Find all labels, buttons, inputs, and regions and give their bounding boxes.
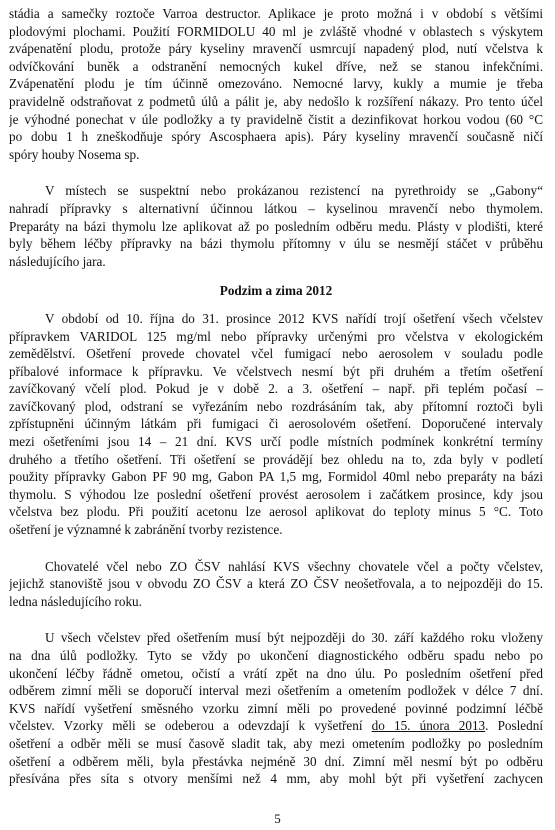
text-line: zavíčkovaný plod, odstraní se vyřezáním nebo rozdrásáním tak, aby přítomní roztoči byli	[9, 398, 543, 414]
text-line: Preparáty na bázi thymolu lze aplikovat až po posledním odběru medu. Plásty v plodišti, které	[9, 218, 543, 234]
text-line: ošetření a odběr měli se musí časově sladit tak, aby mezi ometením podložky po posledním	[9, 735, 543, 751]
text-line: ošetření je významné k zabránění tvorby rezistence.	[9, 522, 283, 538]
paragraph-resistance	[9, 182, 543, 270]
text-line: stádia a samečky roztoče Varroa destructor. Aplikace je proto možná i v období s většími	[9, 6, 543, 21]
text-line: Zvápenatění plodu je tím účinně omezováno. Nemocné larvy, kukly a mumie je třeba	[9, 76, 543, 92]
text-line: jejichž stanoviště jsou v obvodu ZO ČSV a která ZO ČSV neošetřovala, a to nejpozději do 15.	[9, 576, 543, 592]
text-line	[9, 717, 543, 735]
text-line: mezi ošetřeními jsou 14 – 21 dní. KVS určí podle místních podmínek konkrétní termíny	[9, 434, 543, 450]
text-line: odvíčkování buněk a odstranění nemocných kukel dříve, než se stanou infekčními.	[9, 58, 543, 74]
deadline-date: do 15. února 2013	[371, 718, 486, 734]
text-line: po dobu 1 h zneškodňuje spóry Ascosphaera apis). Páry kyseliny mravenčí současně ničí	[9, 129, 543, 145]
text-line: zvápenatění plodu, protože páry kyseliny mravenčí usmrcují napadený plod, nutí včelstva k	[9, 41, 543, 57]
section-heading: Podzim a zima 2012	[219, 283, 333, 299]
text-line: V místech se suspektní nebo prokázanou rezistencí na pyrethroidy se „Gabony“	[45, 183, 543, 199]
text-line: pravidelně odstraňovat z podmetů úlů a pálit je, aby nedošlo k rozšíření nákazy. Pro tento účel	[9, 93, 543, 109]
text-line: plodovými plochami. Použití FORMIDOLU 40 ml je zvláště vhodné v oblastech s výskytem	[9, 23, 543, 39]
text-line: odběrem zimní měli se doporučí interval mezi ošetřením a ometením podložek v délce 7 dní.	[9, 683, 543, 699]
text-line: KVS nařídí vyšetření směsného vzorku zimní měli po provedené povinné podzimní léčbě	[9, 700, 543, 716]
text-line: ledna následujícího roku.	[9, 593, 142, 609]
paragraph-reporting	[9, 558, 543, 611]
text-line: příbalové informace k přípravku. Ve včelstvech nesmí být při druhém a třetím ošetření	[9, 363, 543, 379]
text-line: nahradí přípravky s alternativní účinnou látkou – kyselinou mravenčí nebo thymolem.	[9, 200, 543, 216]
text-line: na dna úlů podložky. Tyto se vždy po ukončení diagnostického odběru spadu nebo po	[9, 648, 543, 663]
text-line: následujícího jara.	[9, 253, 106, 269]
text-line: je výhodné ponechat v úle podložky a ty pravidelně čistit a dezinfikovat horkou vodou (60 °C	[9, 111, 543, 127]
text-line: zpřístupněni účinným látkám při fumigaci či aerosolovém ošetření. Doporučené intervaly	[9, 416, 543, 432]
text-line: spóry houby Nosema sp.	[9, 146, 140, 162]
page-content	[9, 5, 543, 788]
text-segment: včelstev. Vzorky měli se odeberou a odevzdají k vyšetření	[9, 718, 372, 734]
text-line: přesívána přes síta s otvory menšími než 4 mm, aby mohl být při vyšetření zachycen	[9, 771, 543, 787]
page-number: 5	[274, 811, 281, 826]
text-line: zavíčkovaný včelí plod. Pokud je v době 2. a 3. ošetření – např. při teplém počasí –	[9, 381, 543, 397]
text-line: V období od 10. října do 31. prosince 2012 KVS nařídí trojí ošetření všech včelstev	[45, 310, 543, 326]
text-line: přípravkem VARIDOL 125 mg/ml nebo přípravky určenými pro včelstva v ekologickém	[9, 328, 543, 344]
text-line: ošetření a odběrem měli, byla přestávka nejméně 30 dní. Zimní měl nesmí být po odběru	[9, 753, 543, 769]
text-line: použity přípravky Gabon PF 90 mg, Gabon PA 1,5 mg, Formidol 40ml nebo preparáty na bázi	[9, 469, 543, 485]
text-line: byly během léčby přípravky na bázi thymolu přítomny v úlu se nesmějí stáčet v průběhu	[9, 236, 543, 252]
text-line: Chovatelé včel nebo ZO ČSV nahlásí KVS všechny chovatele včel a počty včelstev,	[45, 558, 543, 574]
text-line: ukončení léčby řádně ometou, očistí a vrátí zpět na dno úlu. Po posledním ošetření před	[9, 665, 543, 681]
paragraph-autumn-treatment	[9, 310, 543, 539]
text-line: thymolu. S výhodou lze poslední ošetření provést aerosolem i začátkem prosince, kdy jsou	[9, 486, 543, 502]
text-line: druhého a třetího ošetření. Tři ošetření se provádějí bez ohledu na to, zda byly v podletí	[9, 451, 543, 467]
text-segment: . Poslední	[485, 718, 543, 734]
text-line: zemědělství. Ošetření provede chovatel včel fumigací nebo aerosolem v souladu podle	[9, 346, 543, 362]
text-line: U všech včelstev před ošetřením musí být nejpozději do 30. září každého roku vloženy	[45, 630, 543, 646]
paragraph-varroa-formic-acid	[9, 5, 543, 163]
text-line: včelstva bez plodu. Při použití acetonu lze aerosol aplikovat do teploty minus 5 °C. Toto	[9, 504, 543, 520]
paragraph-sampling	[9, 629, 543, 787]
